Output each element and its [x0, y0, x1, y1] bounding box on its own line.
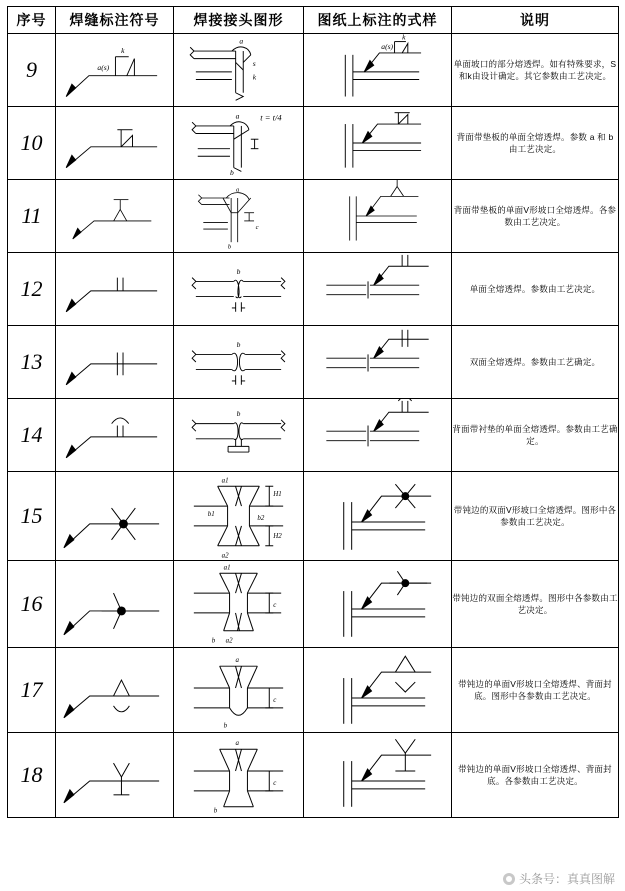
row-number: 14	[8, 399, 56, 472]
row-number: 13	[8, 326, 56, 399]
weld-symbol-figure	[56, 34, 174, 107]
joint-label-t: t = t/4	[260, 112, 282, 123]
joint-figure	[174, 648, 304, 733]
joint-drawing-16	[174, 561, 303, 647]
table-row	[8, 107, 619, 180]
joint-label-b: b	[213, 806, 218, 815]
weld-symbol-drawing-10	[56, 107, 173, 179]
row-description: 双面全熔透焊。参数由工艺确定。	[452, 326, 619, 399]
weld-symbol-figure	[56, 733, 174, 818]
joint-label-c: c	[273, 778, 277, 787]
drawing-figure	[304, 253, 452, 326]
table-row	[8, 472, 619, 561]
joint-label-b: b	[211, 636, 216, 645]
sheet-drawing-16	[304, 561, 451, 647]
weld-symbol-figure	[56, 107, 174, 180]
column-header-symbol: 焊缝标注符号	[56, 7, 174, 34]
joint-label-b2: b2	[257, 513, 265, 522]
table-row	[8, 253, 619, 326]
row-number: 18	[8, 733, 56, 818]
weld-symbol-drawing-18	[56, 733, 173, 817]
row-description: 单面坡口的部分熔透焊。如有特殊要求，S和k由设计确定。其它参数由工艺决定。	[452, 34, 619, 107]
sheet-drawing-10	[304, 107, 451, 179]
table-row	[8, 733, 619, 818]
joint-figure	[174, 180, 304, 253]
weld-symbol-figure	[56, 326, 174, 399]
weld-symbol-figure	[56, 561, 174, 648]
joint-label-b: b	[227, 243, 232, 251]
drawing-figure	[304, 561, 452, 648]
joint-drawing-12	[174, 253, 303, 325]
table-row	[8, 180, 619, 253]
weld-symbol-figure	[56, 648, 174, 733]
joint-label-a: a	[236, 186, 240, 194]
drawing-figure	[304, 107, 452, 180]
joint-label-c: c	[273, 695, 277, 704]
row-description: 带钝边的双面全熔透焊。图形中各参数由工艺决定。	[452, 561, 619, 648]
joint-figure	[174, 472, 304, 561]
joint-figure	[174, 399, 304, 472]
weld-symbol-drawing-17	[56, 648, 173, 732]
joint-label-a1: a1	[223, 563, 231, 572]
joint-label-b: b	[223, 721, 228, 730]
joint-label-a: a	[235, 111, 240, 121]
joint-label-a: a	[235, 739, 239, 748]
joint-label-h2: H2	[273, 531, 282, 540]
row-description: 背面带垫板的单面V形坡口全熔透焊。各参数由工艺决定。	[452, 180, 619, 253]
sheet-drawing-13	[304, 326, 451, 398]
joint-figure	[174, 326, 304, 399]
column-header-desc: 说明	[452, 7, 619, 34]
row-number: 9	[8, 34, 56, 107]
table-row	[8, 326, 619, 399]
joint-drawing-10	[174, 107, 303, 179]
table-row	[8, 34, 619, 107]
watermark	[503, 870, 615, 887]
joint-drawing-15	[174, 472, 303, 560]
joint-drawing-14	[174, 399, 303, 471]
drawing-figure	[304, 180, 452, 253]
sheet-drawing-9	[304, 34, 451, 106]
weld-symbol-drawing-16	[56, 561, 173, 647]
joint-label-c: c	[273, 600, 277, 609]
weld-symbol-drawing-13	[56, 326, 173, 398]
row-description: 背面带衬垫的单面全熔透焊。参数由工艺确定。	[452, 399, 619, 472]
weld-symbol-figure	[56, 180, 174, 253]
column-header-no: 序号	[8, 7, 56, 34]
row-description: 背面带垫板的单面全熔透焊。参数 a 和 b 由工艺决定。	[452, 107, 619, 180]
sheet-drawing-15	[304, 472, 451, 560]
row-description: 带钝边的单面V形坡口全熔透焊、背面封底。各参数由工艺决定。	[452, 733, 619, 818]
symbol-label-k: k	[121, 45, 125, 55]
table-row	[8, 561, 619, 648]
row-number: 11	[8, 180, 56, 253]
column-header-joint: 焊接接头图形	[174, 7, 304, 34]
drawing-label-k: k	[402, 34, 406, 42]
joint-figure	[174, 34, 304, 107]
joint-label-a: a	[239, 36, 244, 46]
weld-symbol-figure	[56, 253, 174, 326]
column-header-drawing: 图纸上标注的式样	[304, 7, 452, 34]
drawing-figure	[304, 733, 452, 818]
joint-label-k: k	[252, 72, 257, 82]
table-header-row	[8, 7, 619, 34]
joint-label-b: b	[236, 266, 241, 276]
drawing-figure	[304, 472, 452, 561]
joint-drawing-17	[174, 648, 303, 732]
drawing-figure	[304, 648, 452, 733]
joint-figure	[174, 561, 304, 648]
joint-label-b1: b1	[207, 510, 215, 518]
joint-drawing-11	[174, 180, 303, 252]
joint-label-c: c	[255, 224, 259, 232]
sheet-drawing-17	[304, 648, 451, 732]
weld-symbol-table	[7, 6, 619, 818]
joint-label-a2: a2	[225, 636, 233, 645]
joint-figure	[174, 253, 304, 326]
symbol-label-a-s: a(s)	[97, 63, 110, 72]
row-number: 16	[8, 561, 56, 648]
weld-symbol-drawing-9	[56, 34, 173, 106]
joint-label-b: b	[236, 409, 241, 419]
row-number: 17	[8, 648, 56, 733]
joint-figure	[174, 107, 304, 180]
weld-symbol-drawing-14	[56, 399, 173, 471]
row-description: 带钝边的单面V形坡口全熔透焊、背面封底。图形中各参数由工艺决定。	[452, 648, 619, 733]
weld-symbol-sheet	[0, 6, 625, 891]
joint-label-a: a	[235, 656, 239, 665]
row-number: 12	[8, 253, 56, 326]
table-row	[8, 648, 619, 733]
joint-label-a2: a2	[221, 551, 229, 560]
joint-label-s: s	[252, 59, 256, 69]
weld-symbol-figure	[56, 472, 174, 561]
watermark-logo-icon	[503, 873, 515, 885]
drawing-label-a-s: a(s)	[381, 42, 394, 52]
joint-drawing-13	[174, 326, 303, 398]
watermark-text: 头条号：真真图解	[518, 872, 615, 886]
joint-label-a1: a1	[221, 476, 229, 485]
drawing-figure	[304, 34, 452, 107]
joint-drawing-9	[174, 34, 303, 106]
row-description: 带钝边的双面V形坡口全熔透焊。图形中各参数由工艺决定。	[452, 472, 619, 561]
sheet-drawing-12	[304, 253, 451, 325]
sheet-drawing-18	[304, 733, 451, 817]
table-row	[8, 399, 619, 472]
weld-symbol-drawing-12	[56, 253, 173, 325]
weld-symbol-drawing-15	[56, 472, 173, 560]
weld-symbol-figure	[56, 399, 174, 472]
joint-label-b: b	[236, 339, 241, 349]
row-description: 单面全熔透焊。参数由工艺决定。	[452, 253, 619, 326]
joint-drawing-18	[174, 733, 303, 817]
row-number: 15	[8, 472, 56, 561]
sheet-drawing-14	[304, 399, 451, 471]
joint-figure	[174, 733, 304, 818]
joint-label-b: b	[229, 168, 234, 178]
sheet-drawing-11	[304, 180, 451, 252]
joint-label-h1: H1	[273, 490, 282, 499]
drawing-figure	[304, 399, 452, 472]
row-number: 10	[8, 107, 56, 180]
weld-symbol-drawing-11	[56, 180, 173, 252]
drawing-figure	[304, 326, 452, 399]
